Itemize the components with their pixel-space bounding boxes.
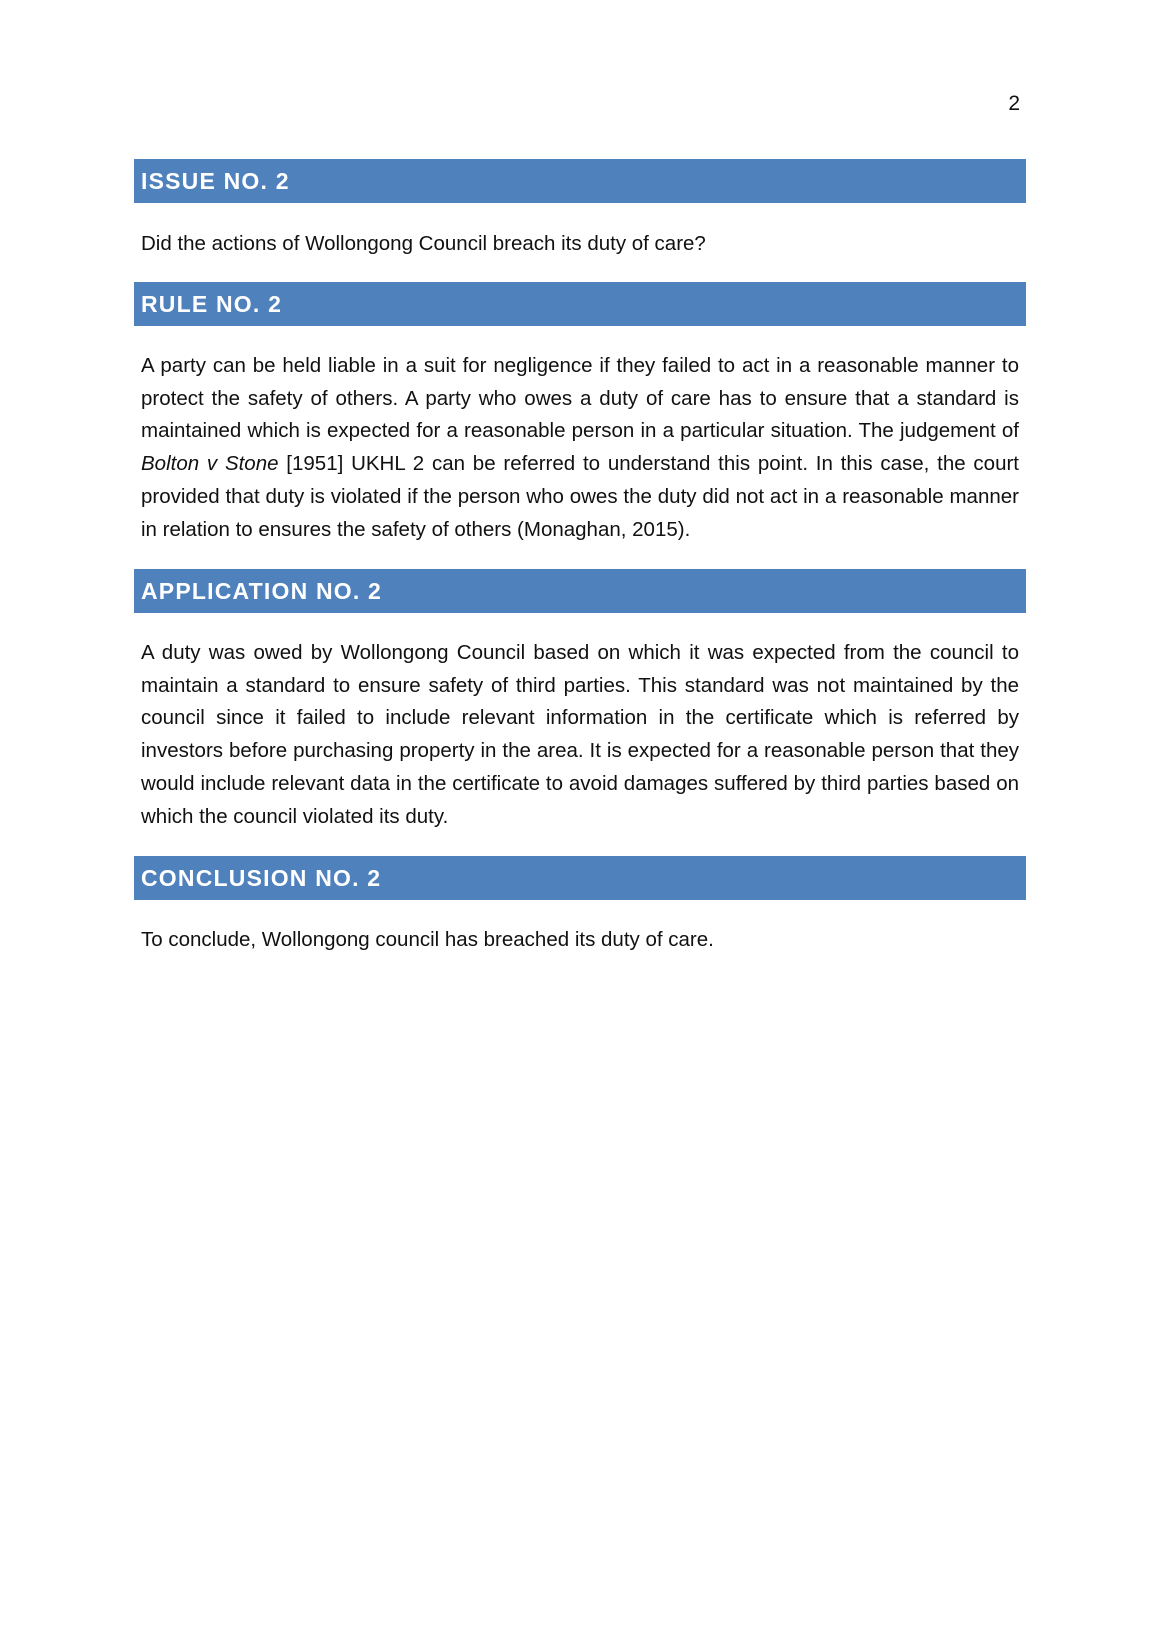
rule-text [141,350,1019,546]
issue-heading: ISSUE NO. 2 [134,159,1026,203]
rule-heading: RULE NO. 2 [134,282,1026,326]
page-number: 2 [1008,92,1020,115]
conclusion-text: To conclude, Wollongong council has breached its duty of care. [141,928,714,951]
rule-text-rest: [1951] UKHL 2 can be referred to understand this point. In this case, the court provided that duty is violated if the person who owes the duty did not act in a reasonable manner in relation to ensures the safety of others (Monaghan, 2015). [141,452,1019,541]
application-text: A duty was owed by Wollongong Council based on which it was expected from the council to maintain a standard to ensure safety of third parties. This standard was not maintained by the council since it failed to include relevant information in the certificate which is referred by investors before purchasing property in the area. It is expected for a reasonable person that they would include relevant data in the certificate to avoid damages suffered by third parties based on which the council violated its duty. [141,641,1019,828]
case-name: Bolton v Stone [141,452,279,476]
issue-text: Did the actions of Wollongong Council breach its duty of care? [141,232,706,255]
rule-text-intro: A party can be held liable in a suit for negligence if they failed to act in a reasonable manner to protect the safety of others. A party who owes a duty of care has to ensure that a standard is maintained which is expected for a reasonable person in a particular situation. The judgement of [141,354,1019,443]
application-heading: APPLICATION NO. 2 [134,569,1026,613]
conclusion-heading: CONCLUSION NO. 2 [134,856,1026,900]
